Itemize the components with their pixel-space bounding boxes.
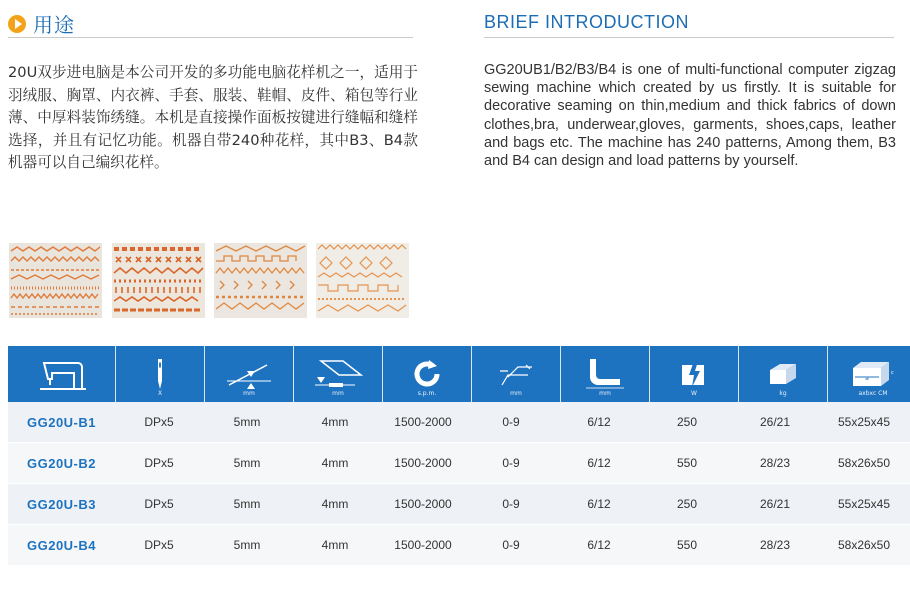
motor-power-icon: W (649, 346, 738, 402)
model-name: GG20U-B2 (26, 455, 97, 471)
presser-foot-cell: 6/12 (587, 497, 611, 511)
needle-cell: DPx5 (144, 497, 174, 511)
chinese-heading-text: 用途 (33, 13, 75, 37)
spec-table (8, 346, 910, 566)
stitch-sample-image-4 (316, 243, 409, 318)
needle-icon: X (115, 346, 204, 402)
speed-cell: 1500-2000 (394, 456, 452, 470)
presser-foot-cell: 6/12 (587, 538, 611, 552)
stitch-length-icon: mm (204, 346, 293, 402)
presser-foot-icon: mm (560, 346, 649, 402)
chinese-heading (8, 9, 75, 38)
spec-table-header (8, 346, 910, 402)
table-row (8, 443, 910, 484)
stitch-width-cell: 4mm (321, 538, 349, 552)
speed-cell: 1500-2000 (394, 538, 452, 552)
speed-cell: 1500-2000 (394, 497, 452, 511)
speed-cell: 1500-2000 (394, 415, 452, 429)
model-name: GG20U-B1 (26, 414, 97, 430)
stitch-length-cell: 5mm (233, 497, 261, 511)
divider (8, 37, 413, 38)
power-cell: 550 (676, 538, 698, 552)
needle-cell: DPx5 (144, 415, 174, 429)
stitch-width-cell: 4mm (321, 415, 349, 429)
stitch-length-cell: 5mm (233, 415, 261, 429)
weight-cell: 28/23 (759, 456, 791, 470)
stitch-sample-image-2 (112, 243, 205, 318)
svg-text:c: c (891, 370, 894, 376)
stitch-width-icon: mm (293, 346, 382, 402)
presser-foot-lift-icon: mm (471, 346, 560, 402)
svg-text:a: a (865, 375, 869, 382)
stitch-length-cell: 5mm (233, 456, 261, 470)
presser-foot-cell: 6/12 (587, 456, 611, 470)
presser-foot-cell: 6/12 (587, 415, 611, 429)
model-name: GG20U-B4 (26, 537, 97, 553)
weight-cell: 28/23 (759, 538, 791, 552)
speed-icon: s.p.m. (382, 346, 471, 402)
english-paragraph: GG20UB1/B2/B3/B4 is one of multi-functional computer zigzag sewing machine which created by us firstly. It is suitable for decorative seaming on thin,medium and thick fabrics of down clothes,bra, underwear,gloves, garments, shoes,caps, leather and bags etc. The machine has 240 patterns, Among them, B3 and B4 can design and load patterns by yourself. (484, 62, 896, 170)
power-cell: 250 (676, 415, 698, 429)
needle-cell: DPx5 (144, 456, 174, 470)
english-heading: BRIEF INTRODUCTION (484, 12, 689, 32)
dimensions-icon: a c axbxc CM (827, 346, 910, 402)
weight-icon: kg (738, 346, 827, 402)
stitch-sample-image-1 (9, 243, 102, 318)
play-arrow-icon (8, 15, 26, 33)
chinese-paragraph: 20U双步进电脑是本公司开发的多功能电脑花样机之一，适用于羽绒服、胸罩、内衣裤、手套、服装、鞋帽、皮件、箱包等行业薄、中厚料装饰绣缝。本机是直接操作面板按键进行缝幅和缝样选择，并且有记忆功能。机器自带240种花样，其中B3、B4款机器可以自己编织花样。 (8, 64, 418, 171)
weight-cell: 26/21 (759, 415, 791, 429)
power-cell: 550 (676, 456, 698, 470)
divider (484, 37, 894, 38)
size-cell: 58x26x50 (837, 456, 891, 470)
lift-cell: 0-9 (502, 497, 520, 511)
table-row (8, 525, 910, 566)
stitch-width-cell: 4mm (321, 497, 349, 511)
size-cell: 55x25x45 (837, 415, 891, 429)
lift-cell: 0-9 (502, 415, 520, 429)
power-cell: 250 (676, 497, 698, 511)
stitch-width-cell: 4mm (321, 456, 349, 470)
size-cell: 55x25x45 (837, 497, 891, 511)
table-row (8, 484, 910, 525)
lift-cell: 0-9 (502, 538, 520, 552)
needle-cell: DPx5 (144, 538, 174, 552)
stitch-length-cell: 5mm (233, 538, 261, 552)
lift-cell: 0-9 (502, 456, 520, 470)
weight-cell: 26/21 (759, 497, 791, 511)
stitch-sample-image-3 (214, 243, 307, 318)
model-name: GG20U-B3 (26, 496, 97, 512)
table-row (8, 402, 910, 443)
size-cell: 58x26x50 (837, 538, 891, 552)
sewing-machine-icon (8, 346, 115, 402)
